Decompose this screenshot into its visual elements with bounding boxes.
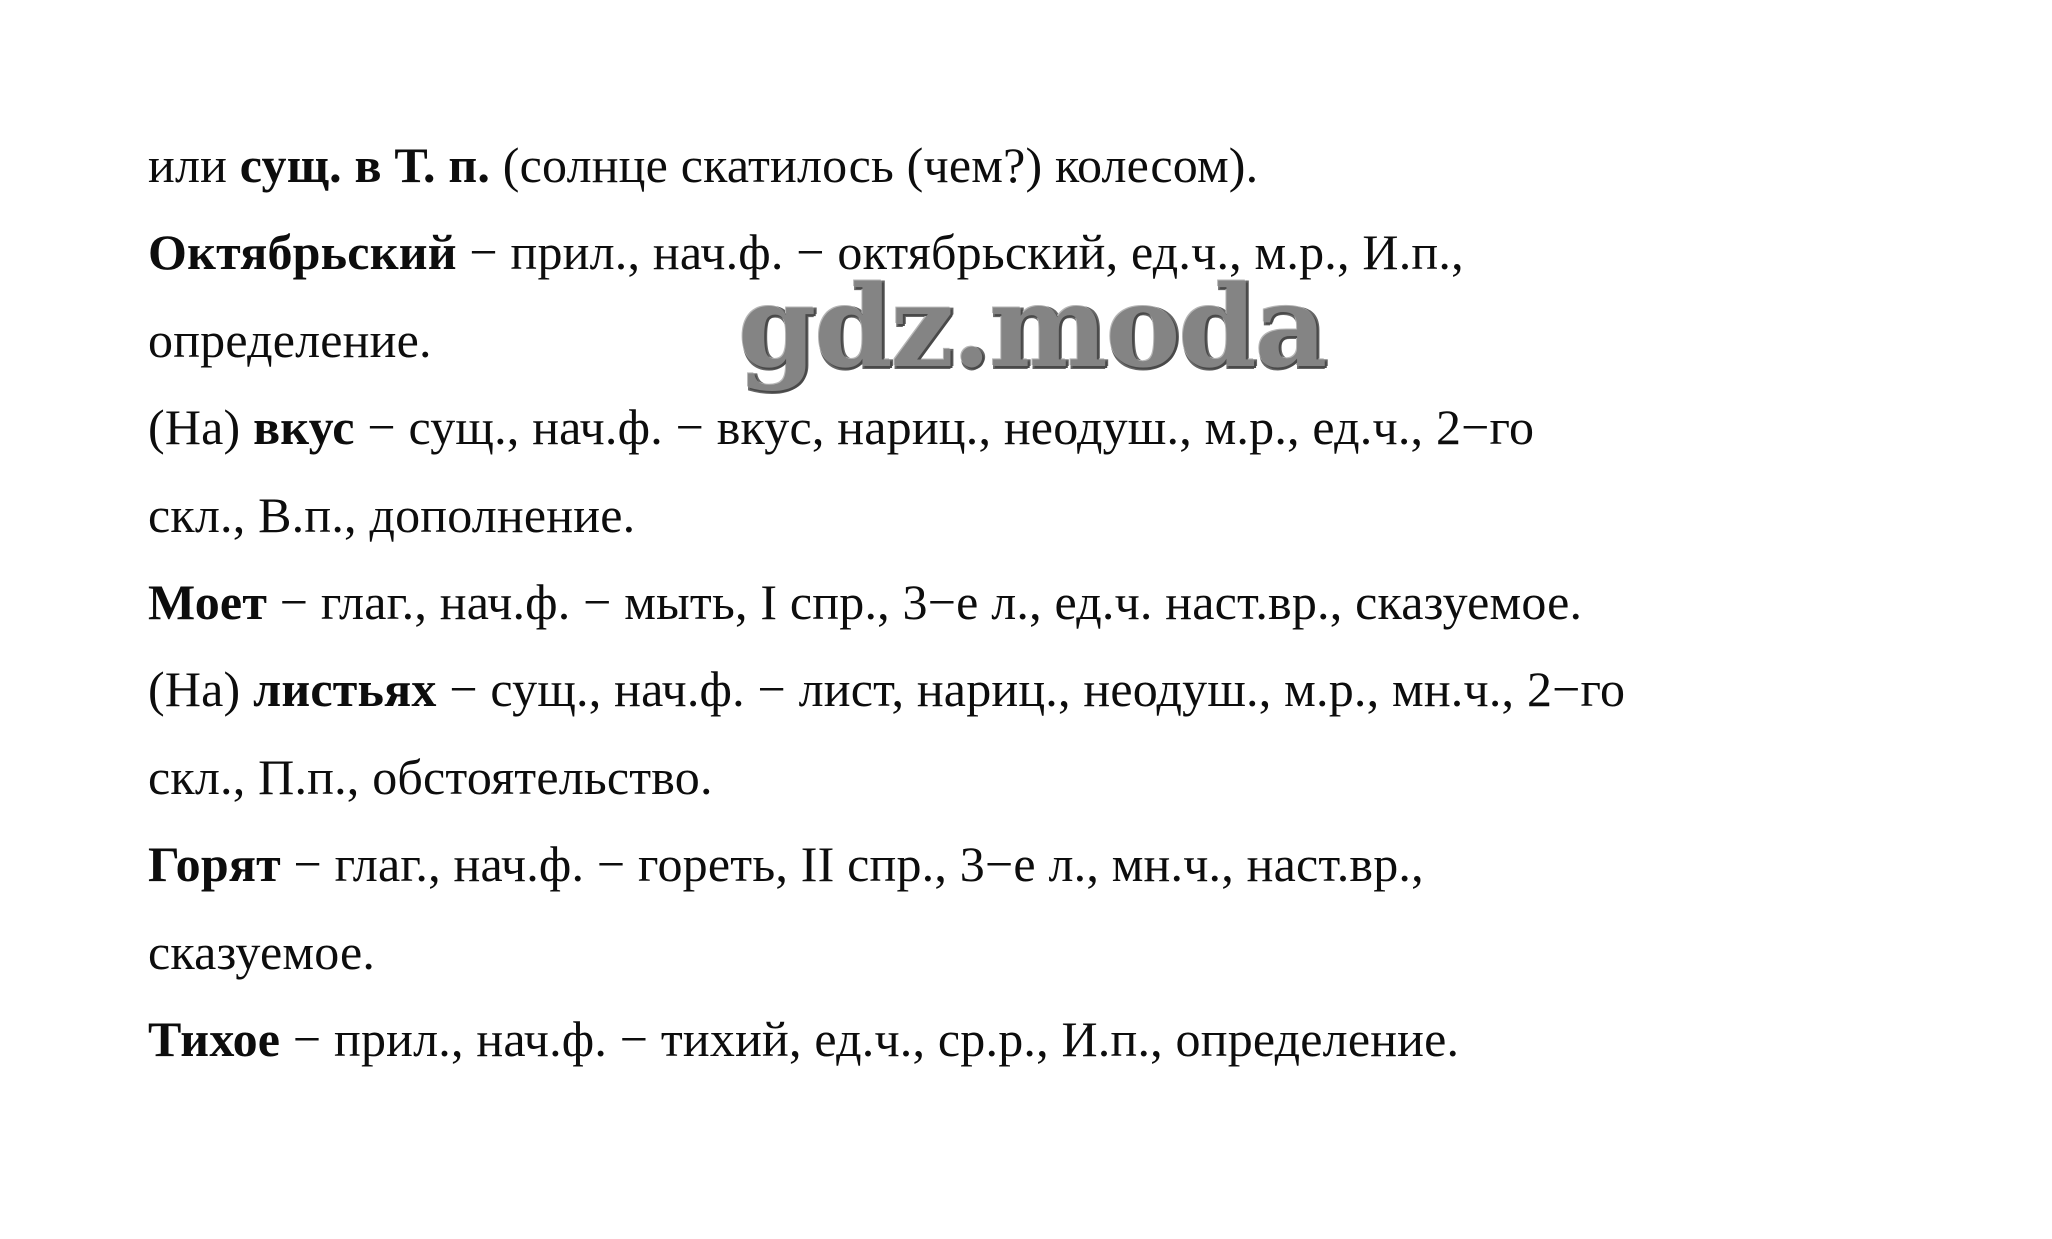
text-line [148, 209, 2008, 296]
text-line [148, 734, 2008, 821]
line-plain: (На) [148, 399, 254, 456]
line-plain: скл., П.п., обстоятельство. [148, 748, 713, 805]
line-analysis: − глаг., нач.ф. − гореть, II спр., 3−е л., мн.ч., наст.вр., [280, 836, 1424, 893]
line-term: листьях [253, 661, 437, 718]
line-analysis: − прил., нач.ф. − тихий, ед.ч., ср.р., И.п., определение. [280, 1010, 1460, 1067]
text-line [148, 646, 2008, 733]
line-analysis: (солнце скатилось (чем?) колесом). [490, 137, 1259, 193]
line-term: сущ. в Т. п. [239, 137, 491, 193]
line-plain: или [148, 137, 240, 193]
line-plain: (На) [148, 661, 254, 718]
line-term: Моет [148, 573, 268, 630]
line-term: вкус [253, 399, 355, 456]
line-analysis: − сущ., нач.ф. − лист, нариц., неодуш., м.р., мн.ч., 2−го [436, 661, 1626, 718]
text-line [148, 559, 2008, 646]
text-line [148, 472, 2008, 559]
text-line [148, 821, 2008, 908]
line-term: Тихое [148, 1010, 281, 1067]
text-body [148, 122, 2008, 1083]
line-plain: скл., В.п., дополнение. [148, 486, 636, 543]
text-line [148, 297, 2008, 384]
line-analysis: − сущ., нач.ф. − вкус, нариц., неодуш., м.р., ед.ч., 2−го [354, 399, 1535, 456]
watermark-logo: gdz.moda [738, 262, 1326, 393]
text-line [148, 384, 2008, 471]
line-plain: определение. [148, 311, 432, 368]
text-line [148, 909, 2008, 996]
line-analysis: − прил., нач.ф. − октябрьский, ед.ч., м.р., И.п., [456, 224, 1464, 281]
line-analysis: − глаг., нач.ф. − мыть, I спр., 3−е л., ед.ч. наст.вр., сказуемое. [267, 573, 1583, 630]
line-term: Октябрьский [148, 224, 457, 281]
text-line [148, 996, 2008, 1083]
line-plain: сказуемое. [148, 923, 376, 980]
line-term: Горят [148, 836, 281, 893]
text-line [148, 122, 2008, 209]
